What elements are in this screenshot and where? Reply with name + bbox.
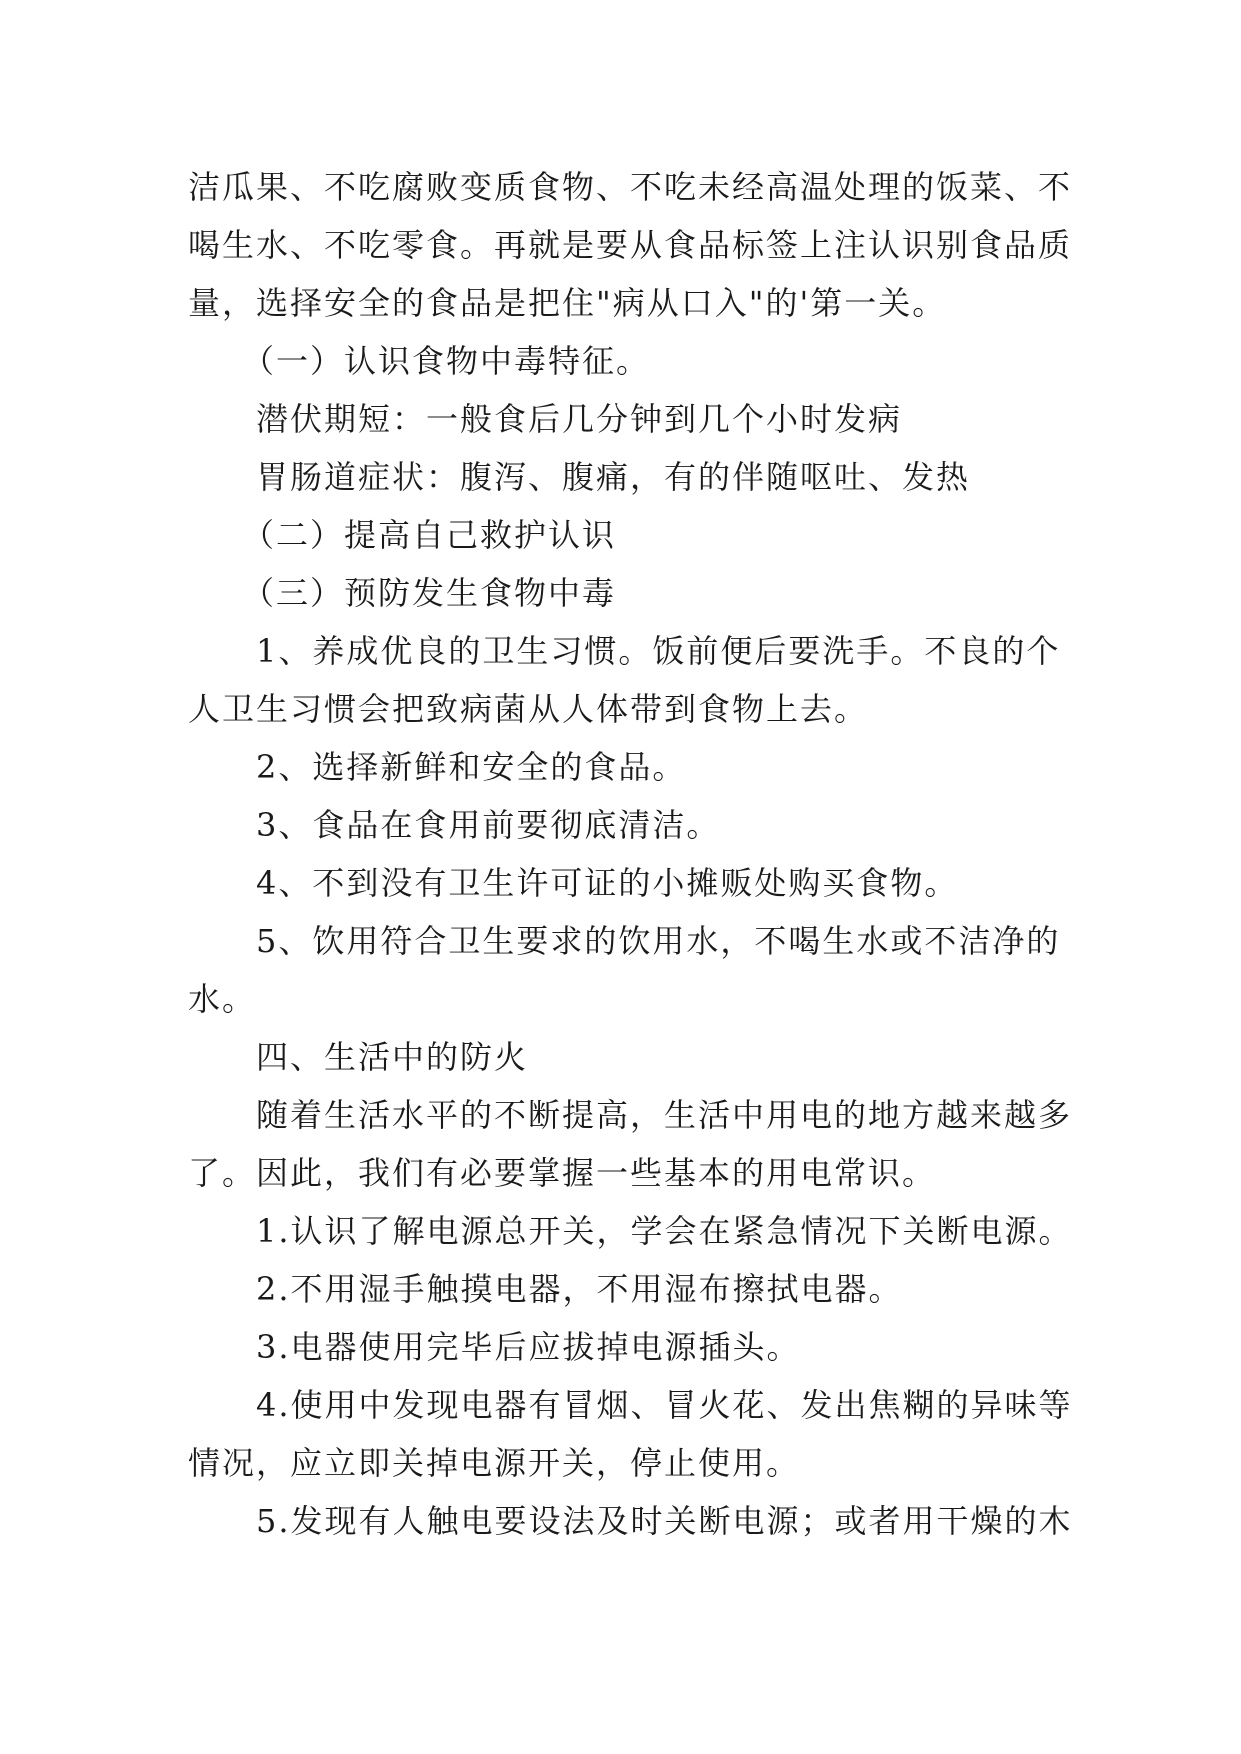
document-body — [188, 158, 1073, 1550]
section-heading: （二）提高自己救护认识 — [242, 516, 617, 554]
text-line: 了。因此，我们有必要掌握一些基本的用电常识。 — [188, 1154, 937, 1192]
text-line: 胃肠道症状：腹泻、腹痛，有的伴随呕吐、发热 — [256, 458, 971, 496]
list-item: 2.不用湿手触摸电器，不用湿布擦拭电器。 — [256, 1270, 903, 1308]
text-line: 喝生水、不吃零食。再就是要从食品标签上注认识别食品质 — [188, 226, 1073, 264]
list-item: 4、不到没有卫生许可证的小摊贩处购买食物。 — [256, 864, 959, 902]
list-item: 1.认识了解电源总开关，学会在紧急情况下关断电源。 — [256, 1212, 1073, 1250]
section-heading: 四、生活中的防火 — [256, 1038, 529, 1076]
list-item: 3、食品在食用前要彻底清洁。 — [256, 806, 721, 844]
text-line: 人卫生习惯会把致病菌从人体带到食物上去。 — [188, 690, 869, 728]
section-heading: （一）认识食物中毒特征。 — [242, 342, 651, 380]
list-item: 5.发现有人触电要设法及时关断电源；或者用干燥的木 — [256, 1502, 1073, 1540]
list-item: 1、养成优良的卫生习惯。饭前便后要洗手。不良的个 — [256, 632, 1061, 670]
list-item: 3.电器使用完毕后应拔掉电源插头。 — [256, 1328, 801, 1366]
text-line: 情况，应立即关掉电源开关，停止使用。 — [188, 1444, 801, 1482]
text-line: 随着生活水平的不断提高，生活中用电的地方越来越多 — [256, 1096, 1073, 1134]
list-item: 4.使用中发现电器有冒烟、冒火花、发出焦糊的异味等 — [256, 1386, 1073, 1424]
text-line: 量，选择安全的食品是把住"病从口入"的'第一关。 — [188, 284, 947, 322]
list-item: 2、选择新鲜和安全的食品。 — [256, 748, 687, 786]
text-line: 洁瓜果、不吃腐败变质食物、不吃未经高温处理的饭菜、不 — [188, 168, 1073, 206]
text-line: 水。 — [188, 980, 257, 1018]
list-item: 5、饮用符合卫生要求的饮用水，不喝生水或不洁净的 — [256, 922, 1061, 960]
section-heading: （三）预防发生食物中毒 — [242, 574, 617, 612]
text-line: 潜伏期短：一般食后几分钟到几个小时发病 — [256, 400, 903, 438]
